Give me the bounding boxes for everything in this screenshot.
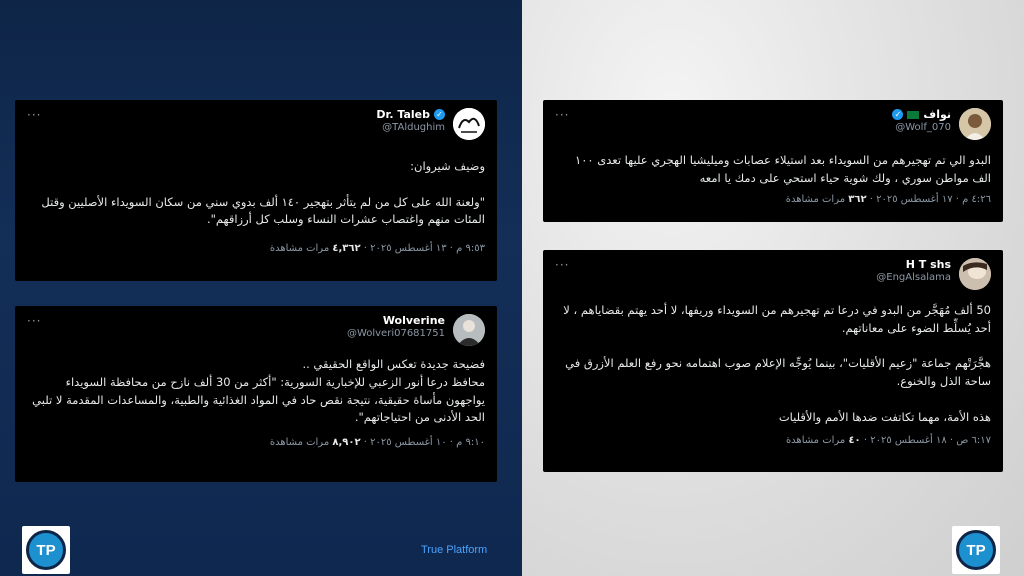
tweet-header bbox=[27, 314, 485, 348]
tweet-meta bbox=[27, 437, 485, 448]
views-label: مرات مشاهدة bbox=[269, 437, 333, 449]
tweet-time[interactable]: ٤:٢٦ م · ١٧ أغسطس ٢٠٢٥ · bbox=[866, 193, 991, 205]
tweet-text: وضيف شيروان: "ولعنة الله على كل من لم يتأثر بتهجير ١٤٠ ألف بدوي سني من سكان السويداء الأصليين وقتل المئات منهم واغتصاب عشرات النساء وسلب كل أرزاقهم". bbox=[41, 159, 485, 227]
tweet-card-h-t-shs[interactable] bbox=[543, 250, 1003, 472]
tweet-author-name[interactable] bbox=[892, 108, 951, 122]
view-count: ٨,٩٠٢ bbox=[332, 437, 361, 449]
views-label: مرات مشاهدة bbox=[269, 243, 333, 255]
avatar[interactable] bbox=[453, 314, 485, 346]
avatar[interactable] bbox=[959, 108, 991, 140]
author-name-text[interactable]: Dr. Taleb bbox=[376, 108, 430, 121]
more-options-icon[interactable]: ··· bbox=[555, 258, 570, 272]
person-avatar-icon bbox=[959, 108, 991, 140]
author-name-text[interactable]: نواف bbox=[923, 108, 951, 121]
verified-badge-icon: ✓ bbox=[434, 109, 445, 120]
view-count: ٤٠ bbox=[848, 434, 861, 446]
views-label: مرات مشاهدة bbox=[785, 434, 849, 446]
tweet-text: فضيحة جديدة تعكس الواقع الحقيقي .. محافظ درعا أنور الزعبي للإخبارية السورية: "أكثر من 30 ألف نازح من محافظة السويداء يواجهون مأساة حقيقية، نتيجة نقص حاد في المواد الغذائية والطبية، والمساعدات المقدمة لا تلبي الحد الأدنى من احتياجاتهم". bbox=[32, 357, 485, 425]
tweet-author-name[interactable] bbox=[383, 314, 445, 328]
tweet-header bbox=[555, 258, 991, 292]
tweet-author-name[interactable] bbox=[376, 108, 445, 122]
tweet-text: البدو الي تم تهجيرهم من السويداء بعد استيلاء عصابات وميليشيا الهجري عليها تعدى ١٠٠ الف مواطن سوري ، ولك شوية حياء استحي على دمك يا امعه bbox=[575, 153, 991, 185]
tweet-card-dr-taleb[interactable] bbox=[15, 100, 497, 281]
tweet-meta bbox=[27, 243, 485, 254]
tweet-time[interactable]: ٩:٥٣ م · ١٣ أغسطس ٢٠٢٥ · bbox=[360, 243, 485, 255]
avatar[interactable] bbox=[453, 108, 485, 140]
saudi-flag-icon bbox=[907, 111, 919, 119]
author-name-text[interactable]: H T shs bbox=[905, 258, 951, 271]
tweet-header bbox=[27, 108, 485, 142]
views-label: مرات مشاهدة bbox=[785, 193, 849, 205]
tweet-meta bbox=[555, 435, 991, 446]
tweet-card-nawaf[interactable] bbox=[543, 100, 1003, 222]
tweet-author-handle[interactable]: @TAldughim bbox=[382, 121, 445, 133]
verified-badge-icon: ✓ bbox=[892, 109, 903, 120]
tp-logo-icon: TP bbox=[956, 530, 996, 570]
tweet-text: 50 ألف مُهَجَّر من البدو في درعا تم تهجيرهم من السويداء وريفها، لا أحد يهتم بقضاياهم ، لا أحد يُسلِّط الضوء على معاناتهم. هجَّرَتْهم جماعة "زعيم الأقليات"، بينما يُوجِّه الإعلام صوب اهتمامه نحو رفع العلم الأزرق في ساحة الذل والخنوع. هذه الأمة، مهما تكاتفت ضدها الأمم والأقليات bbox=[563, 303, 991, 424]
tweet-time[interactable]: ٦:١٧ ص · ١٨ أغسطس ٢٠٢٥ · bbox=[860, 434, 991, 446]
author-name-text[interactable]: Wolverine bbox=[382, 314, 445, 327]
tweet-time[interactable]: ٩:١٠ م · ١٠ أغسطس ٢٠٢٥ · bbox=[360, 437, 485, 449]
tweet-meta bbox=[555, 194, 991, 205]
tweet-header bbox=[555, 108, 991, 142]
person-avatar-icon bbox=[453, 314, 485, 346]
tweet-author-name[interactable] bbox=[906, 258, 951, 272]
tweet-author-handle[interactable]: @EngAlsalama bbox=[876, 271, 951, 283]
true-platform-logo-right bbox=[952, 526, 1000, 574]
brand-name: True Platform bbox=[421, 544, 488, 556]
more-options-icon[interactable]: ··· bbox=[27, 108, 42, 122]
true-platform-logo-left bbox=[22, 526, 70, 574]
avatar[interactable] bbox=[959, 258, 991, 290]
view-count: ٣٦٢ bbox=[848, 193, 867, 205]
tweet-author-handle[interactable]: @Wolveri07681751 bbox=[346, 327, 445, 339]
tp-logo-icon: TP bbox=[26, 530, 66, 570]
tweet-card-wolverine[interactable] bbox=[15, 306, 497, 482]
more-options-icon[interactable]: ··· bbox=[27, 314, 42, 328]
person-avatar-icon bbox=[959, 258, 991, 290]
view-count: ٤,٣٦٢ bbox=[332, 243, 361, 255]
more-options-icon[interactable]: ··· bbox=[555, 108, 570, 122]
tweet-author-handle[interactable]: @Wolf_070 bbox=[895, 121, 951, 133]
calligraphy-avatar-icon bbox=[453, 108, 485, 140]
